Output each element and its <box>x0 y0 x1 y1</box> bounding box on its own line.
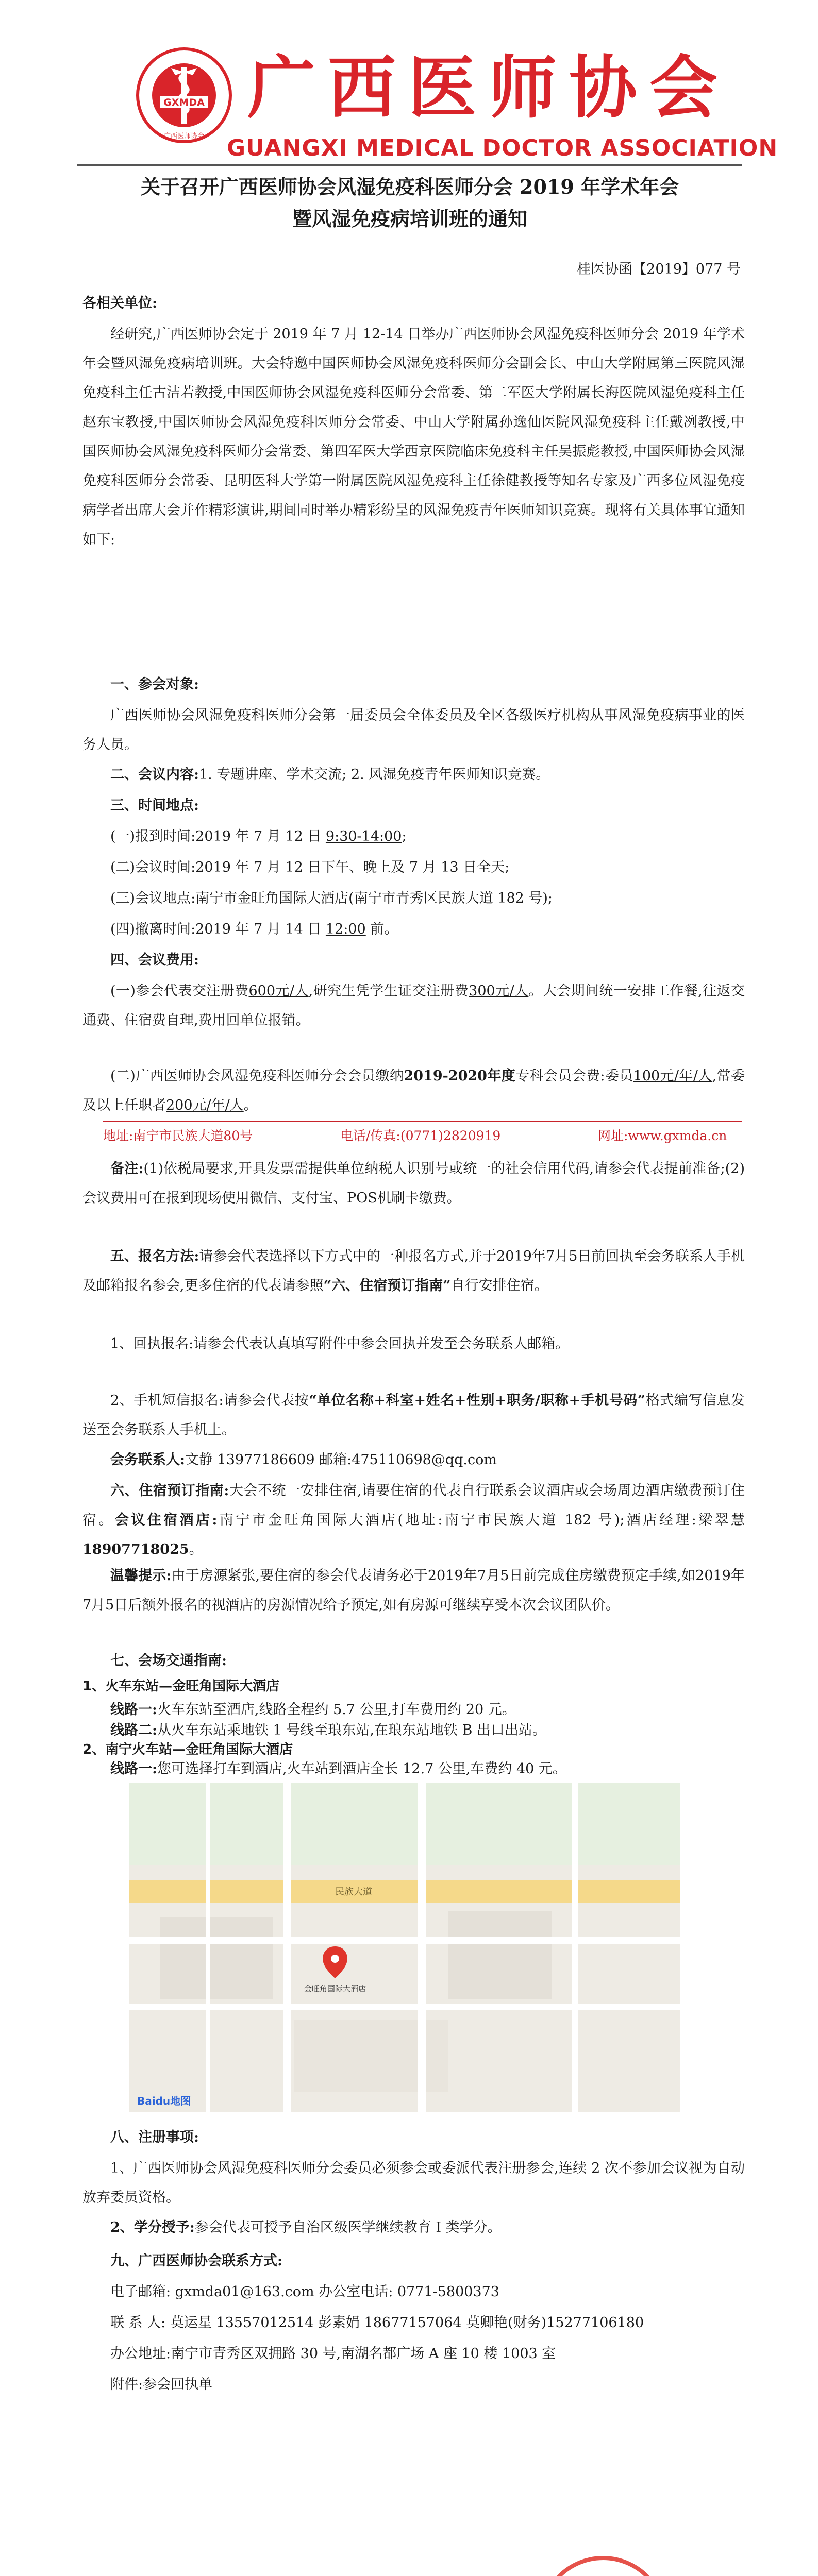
caduceus-emblem-icon <box>135 46 233 144</box>
section-1-heading: 一、参会对象: <box>110 676 199 692</box>
fee-amount: 600元/人 <box>248 983 309 999</box>
fee-text: (一)参会代表交注册费 <box>110 983 249 999</box>
note-text: (1)依税局要求,开具发票需提供单位纳税人识别号或统一的社会信用代码,请参会代表提前准备;(2)会议费用可在报到现场使用微信、支付宝、POS机刷卡缴费。 <box>82 1161 745 1206</box>
fee-amount: 200元/年/人 <box>166 1097 244 1113</box>
association-email: 电子邮箱: gxmda01@163.com 办公室电话: 0771-5800373 <box>110 2284 499 2300</box>
section-5 <box>82 1242 745 1300</box>
section-2-heading: 二、会议内容: <box>110 767 199 783</box>
footer-website: 网址:www.gxmda.cn <box>598 1128 727 1143</box>
document-number: 桂医协函【2019】077 号 <box>577 261 741 277</box>
section-9-heading <box>82 2246 745 2276</box>
hotel-text-end: 。 <box>189 1541 203 1557</box>
schedule-item <box>82 822 745 851</box>
section-5-text-end: 自行安排住宿。 <box>450 1278 548 1294</box>
route-line-text: 火车东站至酒店,线路全程约 5.7 公里,打车费用约 20 元。 <box>157 1702 516 1718</box>
fee-text: ,研究生凭学生证交注册费 <box>308 983 469 999</box>
intro-paragraph: 经研究,广西医师协会定于 2019 年 7 月 12-14 日举办广西医师协会风湿免疫科医师分会 2019 年学术年会暨风湿免疫病培训班。大会特邀中国医师协会风湿免疫科医师分会副会长、中山大学附属第三医院风湿免疫科主任古洁若教授,中国医师协会风湿免疫科医师分会常委、第二军医大学附属长海医院风湿免疫科主任赵东宝教授,中国医师协会风湿免疫科医师分会常委、中山大学附属孙逸仙医院风湿免疫科主任戴冽教授,中国医师协会风湿免疫科医师分会常委、第四军医大学西京医院临床免疫科主任吴振彪教授,中国医师协会风湿免疫科医师分会常委、昆明医科大学第一附属医院风湿免疫科主任徐健教授等知名专家及广西多位风湿免疫病学者出席大会并作精彩演讲,期间同时举办精彩纷呈的风湿免疫青年医师知识竞赛。现将有关具体事宜通知如下: <box>82 326 745 548</box>
schedule-item-text: (四)撤离时间:2019 年 7 月 14 日 <box>110 921 326 937</box>
fee-text: 。 <box>243 1097 258 1113</box>
section-3-heading <box>82 791 745 820</box>
warm-tip-text: 由于房源紧张,要住宿的参会代表请务必于2019年7月5日前完成住房缴费预定手续,如2019年7月5日后额外报名的视酒店的房源情况给予预定,如有房源可继续享受本次会议团队价。 <box>82 1568 745 1613</box>
section-7-heading <box>82 1646 745 1675</box>
route-1-heading: 1、火车东站—金旺角国际大酒店 <box>82 1679 280 1694</box>
official-seal-icon <box>533 2550 673 2576</box>
section-1-text: 广西医师协会风湿免疫科医师分会第一届委员会全体委员及全区各级医疗机构从事风湿免疫病事业的医务人员。 <box>82 707 745 753</box>
route-line-label: 线路一: <box>110 1761 157 1777</box>
note-heading: 备注: <box>110 1161 144 1177</box>
registration-item-2 <box>82 2213 745 2242</box>
route-line <box>82 1754 745 1784</box>
map-brand-logo: Baidu地图 <box>137 2095 191 2107</box>
route-line-text: 从火车东站乘地铁 1 号线至琅东站,在琅东站地铁 B 出口出站。 <box>157 1722 546 1738</box>
hotel-text: 南宁市金旺角国际大酒店(地址:南宁市民族大道 182 号);酒店经理:梁翠慧 <box>217 1512 745 1528</box>
section-4-heading-text: 四、会议费用: <box>110 952 199 968</box>
schedule-item-time: 9:30-14:00 <box>325 828 402 844</box>
letterhead-footer <box>103 1126 742 1144</box>
signup-method-2 <box>82 1386 745 1445</box>
section-2 <box>82 760 745 789</box>
association-contacts: 联 系 人: 莫运星 13557012514 彭素娟 18677157064 莫卿艳(财务)15277106180 <box>110 2315 644 2331</box>
section-5-text: 请参会代表选择以下方式中的一种报名方式,并于2019年7月5日前回执至会务联系人手机及邮箱报名参会,更多住宿的代表请参照 <box>82 1248 745 1294</box>
signup-format: “单位名称+科室+姓名+性别+职务/职称+手机号码” <box>309 1393 646 1409</box>
fee-amount: 300元/人 <box>469 983 529 999</box>
signup-method-1: 1、回执报名:请参会代表认真填写附件中参会回执并发至会务联系人邮箱。 <box>110 1336 570 1352</box>
credit-text: 参会代表可授予自治区级医学继续教育 I 类学分。 <box>194 2219 502 2235</box>
schedule-item-text: (三)会议地点:南宁市金旺角国际大酒店(南宁市青秀区民族大道 182 号); <box>110 890 553 906</box>
fee-year: 2019-2020年度 <box>404 1068 516 1084</box>
route-line-text: 您可选择打车到酒店,火车站到酒店全长 12.7 公里,车费约 40 元。 <box>157 1761 566 1777</box>
red-divider <box>103 1121 742 1122</box>
schedule-item-text: (二)会议时间:2019 年 7 月 12 日下午、晚上及 7 月 13 日全天; <box>110 859 510 875</box>
contact-text: 文静 13977186609 邮箱:475110698@qq.com <box>185 1452 497 1468</box>
registration-item-1: 1、广西医师协会风湿免疫科医师分会委员必须参会或委派代表注册参会,连续 2 次不参加会议视为自动放弃委员资格。 <box>82 2160 745 2206</box>
conference-contact <box>82 1445 745 1475</box>
hotel-label: 会议住宿酒店: <box>114 1512 218 1528</box>
signup-method-2-text: 2、手机短信报名:请参会代表按 <box>110 1393 309 1409</box>
notice-title-line2: 暨风湿免疫病培训班的通知 <box>292 207 527 230</box>
salutation: 各相关单位: <box>82 295 157 311</box>
schedule-item <box>82 853 745 882</box>
attachment-line: 附件:参会回执单 <box>110 2377 213 2393</box>
signup-method-2-end: 格式编写信息发送至会务联系人手机上。 <box>82 1393 745 1438</box>
schedule-item-end: 前。 <box>365 921 398 937</box>
section-4-heading <box>82 945 745 975</box>
header-divider <box>77 164 742 166</box>
section-8-heading <box>82 2123 745 2152</box>
section-2-text: 1. 专题讲座、学术交流; 2. 风湿免疫青年医师知识竞赛。 <box>198 767 550 783</box>
section-6 <box>82 1476 745 1564</box>
hotel-manager-phone: 18907718025 <box>82 1541 189 1557</box>
logo-text: GXMDA <box>163 97 205 108</box>
route-2-heading: 2、南宁火车站—金旺角国际大酒店 <box>82 1742 293 1757</box>
schedule-item-end: ; <box>402 828 407 844</box>
location-map[interactable] <box>129 1783 680 2112</box>
fee-text: ,常委及以上任职者 <box>82 1068 745 1113</box>
footer-address: 地址:南宁市民族大道80号 <box>103 1128 253 1143</box>
association-address: 办公地址:南宁市青秀区双拥路 30 号,南湖名都广场 A 座 10 楼 1003 室 <box>110 2346 556 2362</box>
section-6-text: 大会不统一安排住宿,请要住宿的代表自行联系会议酒店或会场周边酒店缴费预订住宿。 <box>82 1483 745 1528</box>
section-7-heading-text: 七、会场交通指南: <box>110 1653 227 1669</box>
contact-heading: 会务联系人: <box>110 1452 185 1468</box>
section-5-ref: “六、住宿预订指南” <box>323 1278 451 1294</box>
route-line-label: 线路二: <box>110 1722 157 1738</box>
letterhead <box>0 0 818 170</box>
logo-arc-text: 广西医师协会 <box>163 132 205 140</box>
section-3-heading-text: 三、时间地点: <box>110 798 199 814</box>
section-6-heading: 六、住宿预订指南: <box>110 1483 229 1499</box>
schedule-item <box>82 914 745 944</box>
schedule-item-text: (一)报到时间:2019 年 7 月 12 日 <box>110 828 326 844</box>
section-5-heading: 五、报名方法: <box>110 1248 199 1264</box>
warm-tip-heading: 温馨提示: <box>110 1568 172 1584</box>
schedule-item-time: 12:00 <box>325 921 366 937</box>
fee-text: 。大会期间统一安排工作餐,往返交通费、住宿费自理,费用回单位报销。 <box>82 983 745 1028</box>
map-road-label: 民族大道 <box>335 1887 372 1897</box>
notice-title-line1: 关于召开广西医师协会风湿免疫科医师分会 2019 年学术年会 <box>140 175 679 198</box>
note-paragraph <box>82 1154 745 1213</box>
route-line-label: 线路一: <box>110 1702 157 1718</box>
map-poi-label: 金旺角国际大酒店 <box>304 1984 366 1993</box>
org-name-en: GUANGXI MEDICAL DOCTOR ASSOCIATION <box>227 135 778 161</box>
org-name-cn: 广西医师协会 <box>247 48 730 128</box>
fee-paragraph-2 <box>82 1061 745 1120</box>
warm-tip <box>82 1561 745 1620</box>
section-8-heading-text: 八、注册事项: <box>110 2129 199 2145</box>
fee-amount: 100元/年/人 <box>633 1068 712 1084</box>
fee-text: (二)广西医师协会风湿免疫科医师分会会员缴纳 <box>110 1068 404 1084</box>
footer-phone: 电话/传真:(0771)2820919 <box>340 1128 501 1143</box>
fee-text: 专科会员会费:委员 <box>515 1068 633 1084</box>
section-1 <box>82 670 745 699</box>
fee-paragraph-1 <box>82 976 745 1035</box>
schedule-item <box>82 884 745 913</box>
section-9-heading-text: 九、广西医师协会联系方式: <box>110 2253 282 2269</box>
credit-heading: 2、学分授予: <box>110 2219 195 2235</box>
